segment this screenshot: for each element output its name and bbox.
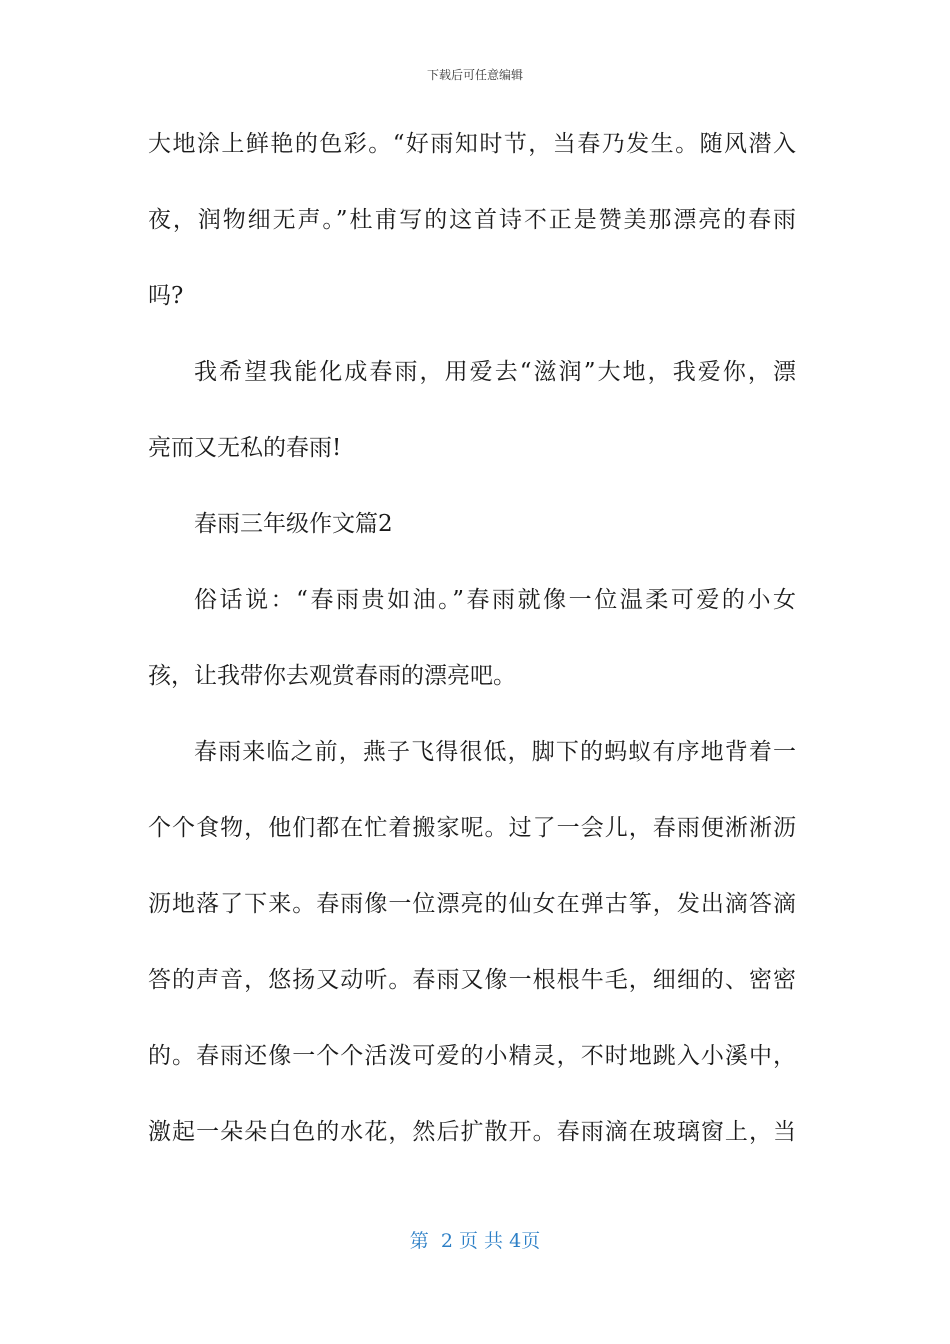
footer-suffix: 页 — [521, 1230, 541, 1252]
text-line: 吗? — [148, 283, 184, 309]
text-line: 个个食物，他们都在忙着搬家呢。过了一会儿，春雨便淅淅沥 — [148, 815, 796, 841]
text-line: 答的声音，悠扬又动听。春雨又像一根根牛毛，细细的、密密 — [148, 967, 796, 993]
footer-current-page: 2 — [440, 1230, 453, 1252]
text-line: 沥地落了下来。春雨像一位漂亮的仙女在弹古筝，发出滴答滴 — [148, 891, 796, 917]
page-header-note: 下载后可任意编辑 — [426, 68, 523, 82]
text-line: 的。春雨还像一个个活泼可爱的小精灵，不时地跳入小溪中， — [148, 1043, 796, 1069]
text-line: 大地涂上鲜艳的色彩。“好雨知时节，当春乃发生。随风潜入 — [148, 131, 796, 157]
text-line: 春雨来临之前，燕子飞得很低，脚下的蚂蚁有序地背着一 — [194, 739, 796, 765]
text-line: 春雨三年级作文篇2 — [194, 511, 393, 537]
text-line: 激起一朵朵白色的水花，然后扩散开。春雨滴在玻璃窗上，当 — [148, 1119, 796, 1145]
text-line: 亮而又无私的春雨! — [148, 435, 342, 461]
text-line: 孩，让我带你去观赏春雨的漂亮吧。 — [148, 663, 516, 689]
page-number-footer — [0, 1226, 950, 1253]
footer-prefix: 第 — [409, 1230, 429, 1252]
text-line: 俗话说：“春雨贵如油。”春雨就像一位温柔可爱的小女 — [194, 587, 796, 613]
text-line: 我希望我能化成春雨，用爱去“滋润”大地，我爱你，漂 — [194, 359, 796, 385]
footer-middle: 页 共 — [459, 1230, 504, 1252]
document-body — [148, 118, 796, 1182]
text-line: 夜，润物细无声。”杜甫写的这首诗不正是赞美那漂亮的春雨 — [148, 207, 796, 233]
footer-total-pages: 4 — [509, 1230, 522, 1252]
